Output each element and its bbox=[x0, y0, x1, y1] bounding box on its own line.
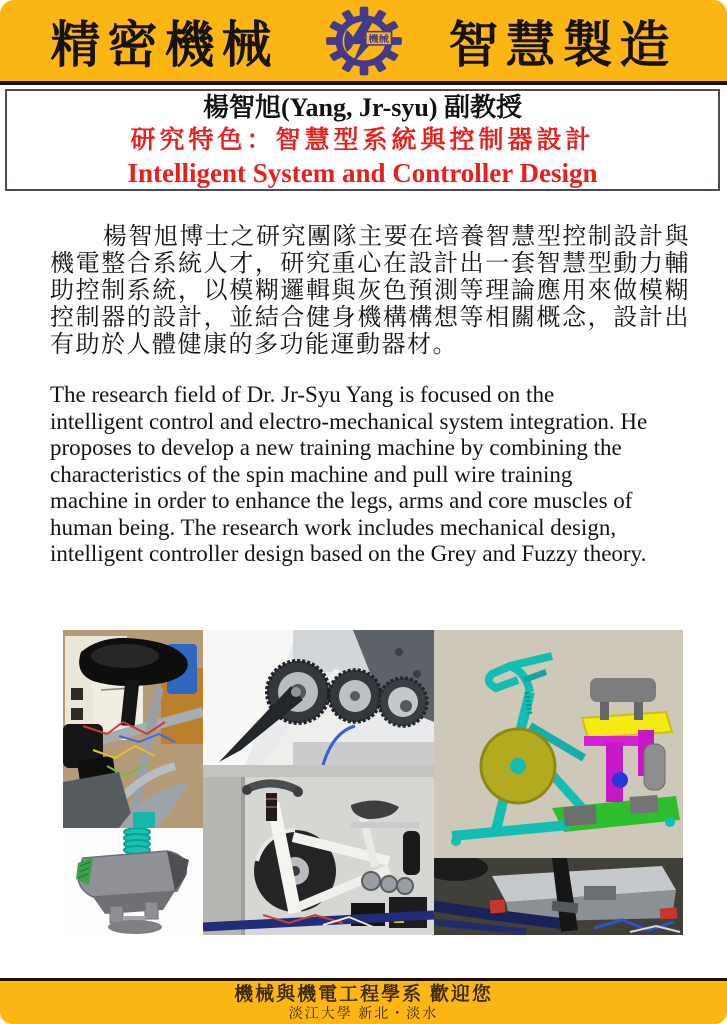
research-feature-line-zh: 研究特色：智慧型系統與控制器設計 bbox=[130, 126, 595, 154]
footer-band bbox=[0, 978, 727, 1024]
footer-university-line: 淡江大學 新北・淡水 bbox=[288, 1006, 439, 1022]
header-right-title: 智慧製造 bbox=[448, 14, 677, 74]
gear-logo-svg bbox=[321, 2, 407, 80]
cad-spin-bike-render bbox=[434, 630, 683, 858]
professor-name-line: 楊智旭(Yang, Jr-syu) 副教授 bbox=[203, 92, 522, 122]
department-gear-logo-icon bbox=[321, 2, 407, 80]
bike-seat-sensor-photo bbox=[63, 630, 203, 828]
gear-train-art bbox=[203, 630, 434, 765]
research-feature-line-en: Intelligent System and Controller Design bbox=[127, 157, 598, 188]
bike-seat-sensor-art bbox=[63, 630, 203, 828]
cad-saddle-mechanism-render bbox=[63, 828, 203, 935]
drive-mechanism-photo bbox=[434, 858, 683, 935]
research-paragraph-zh: 楊智旭博士之研究團隊主要在培養智慧型控制設計與機電整合系統人才，研究重心在設計出一套智慧型動力輔助控制系統，以模糊邏輯與灰色預測等理論應用來做模糊控制器的設計，並結合健身機構構想等相關概念，設計出有助於人體健康的多功能運動器材。 bbox=[50, 224, 690, 358]
research-image-collage bbox=[63, 630, 683, 935]
prototype-bike-art bbox=[203, 765, 434, 935]
footer-department-line: 機械與機電工程學系 歡迎您 bbox=[234, 983, 493, 1005]
header-band bbox=[0, 0, 727, 85]
header-left-title: 精密機械 bbox=[50, 14, 279, 74]
prototype-spin-bike-photo bbox=[203, 765, 434, 935]
gear-train-closeup-photo bbox=[203, 630, 434, 765]
cad-bike-art bbox=[434, 630, 683, 858]
cad-saddle-art bbox=[63, 828, 203, 935]
drive-mechanism-art bbox=[434, 858, 683, 935]
research-paragraph-en: The research field of Dr. Jr-Syu Yang is focused on the intelligent control and electro-mechanical system integration. He proposes to develop a new training machine by combining the characteristics of the spin machine and pull wire training machine in order to enhance the legs, arms and core muscles of human being. The research work includes mechanical design, intelligent controller design based on the Grey and Fuzzy theory. bbox=[50, 382, 648, 566]
gear-logo-label: 機械 bbox=[367, 33, 389, 45]
professor-title-box bbox=[5, 89, 720, 191]
